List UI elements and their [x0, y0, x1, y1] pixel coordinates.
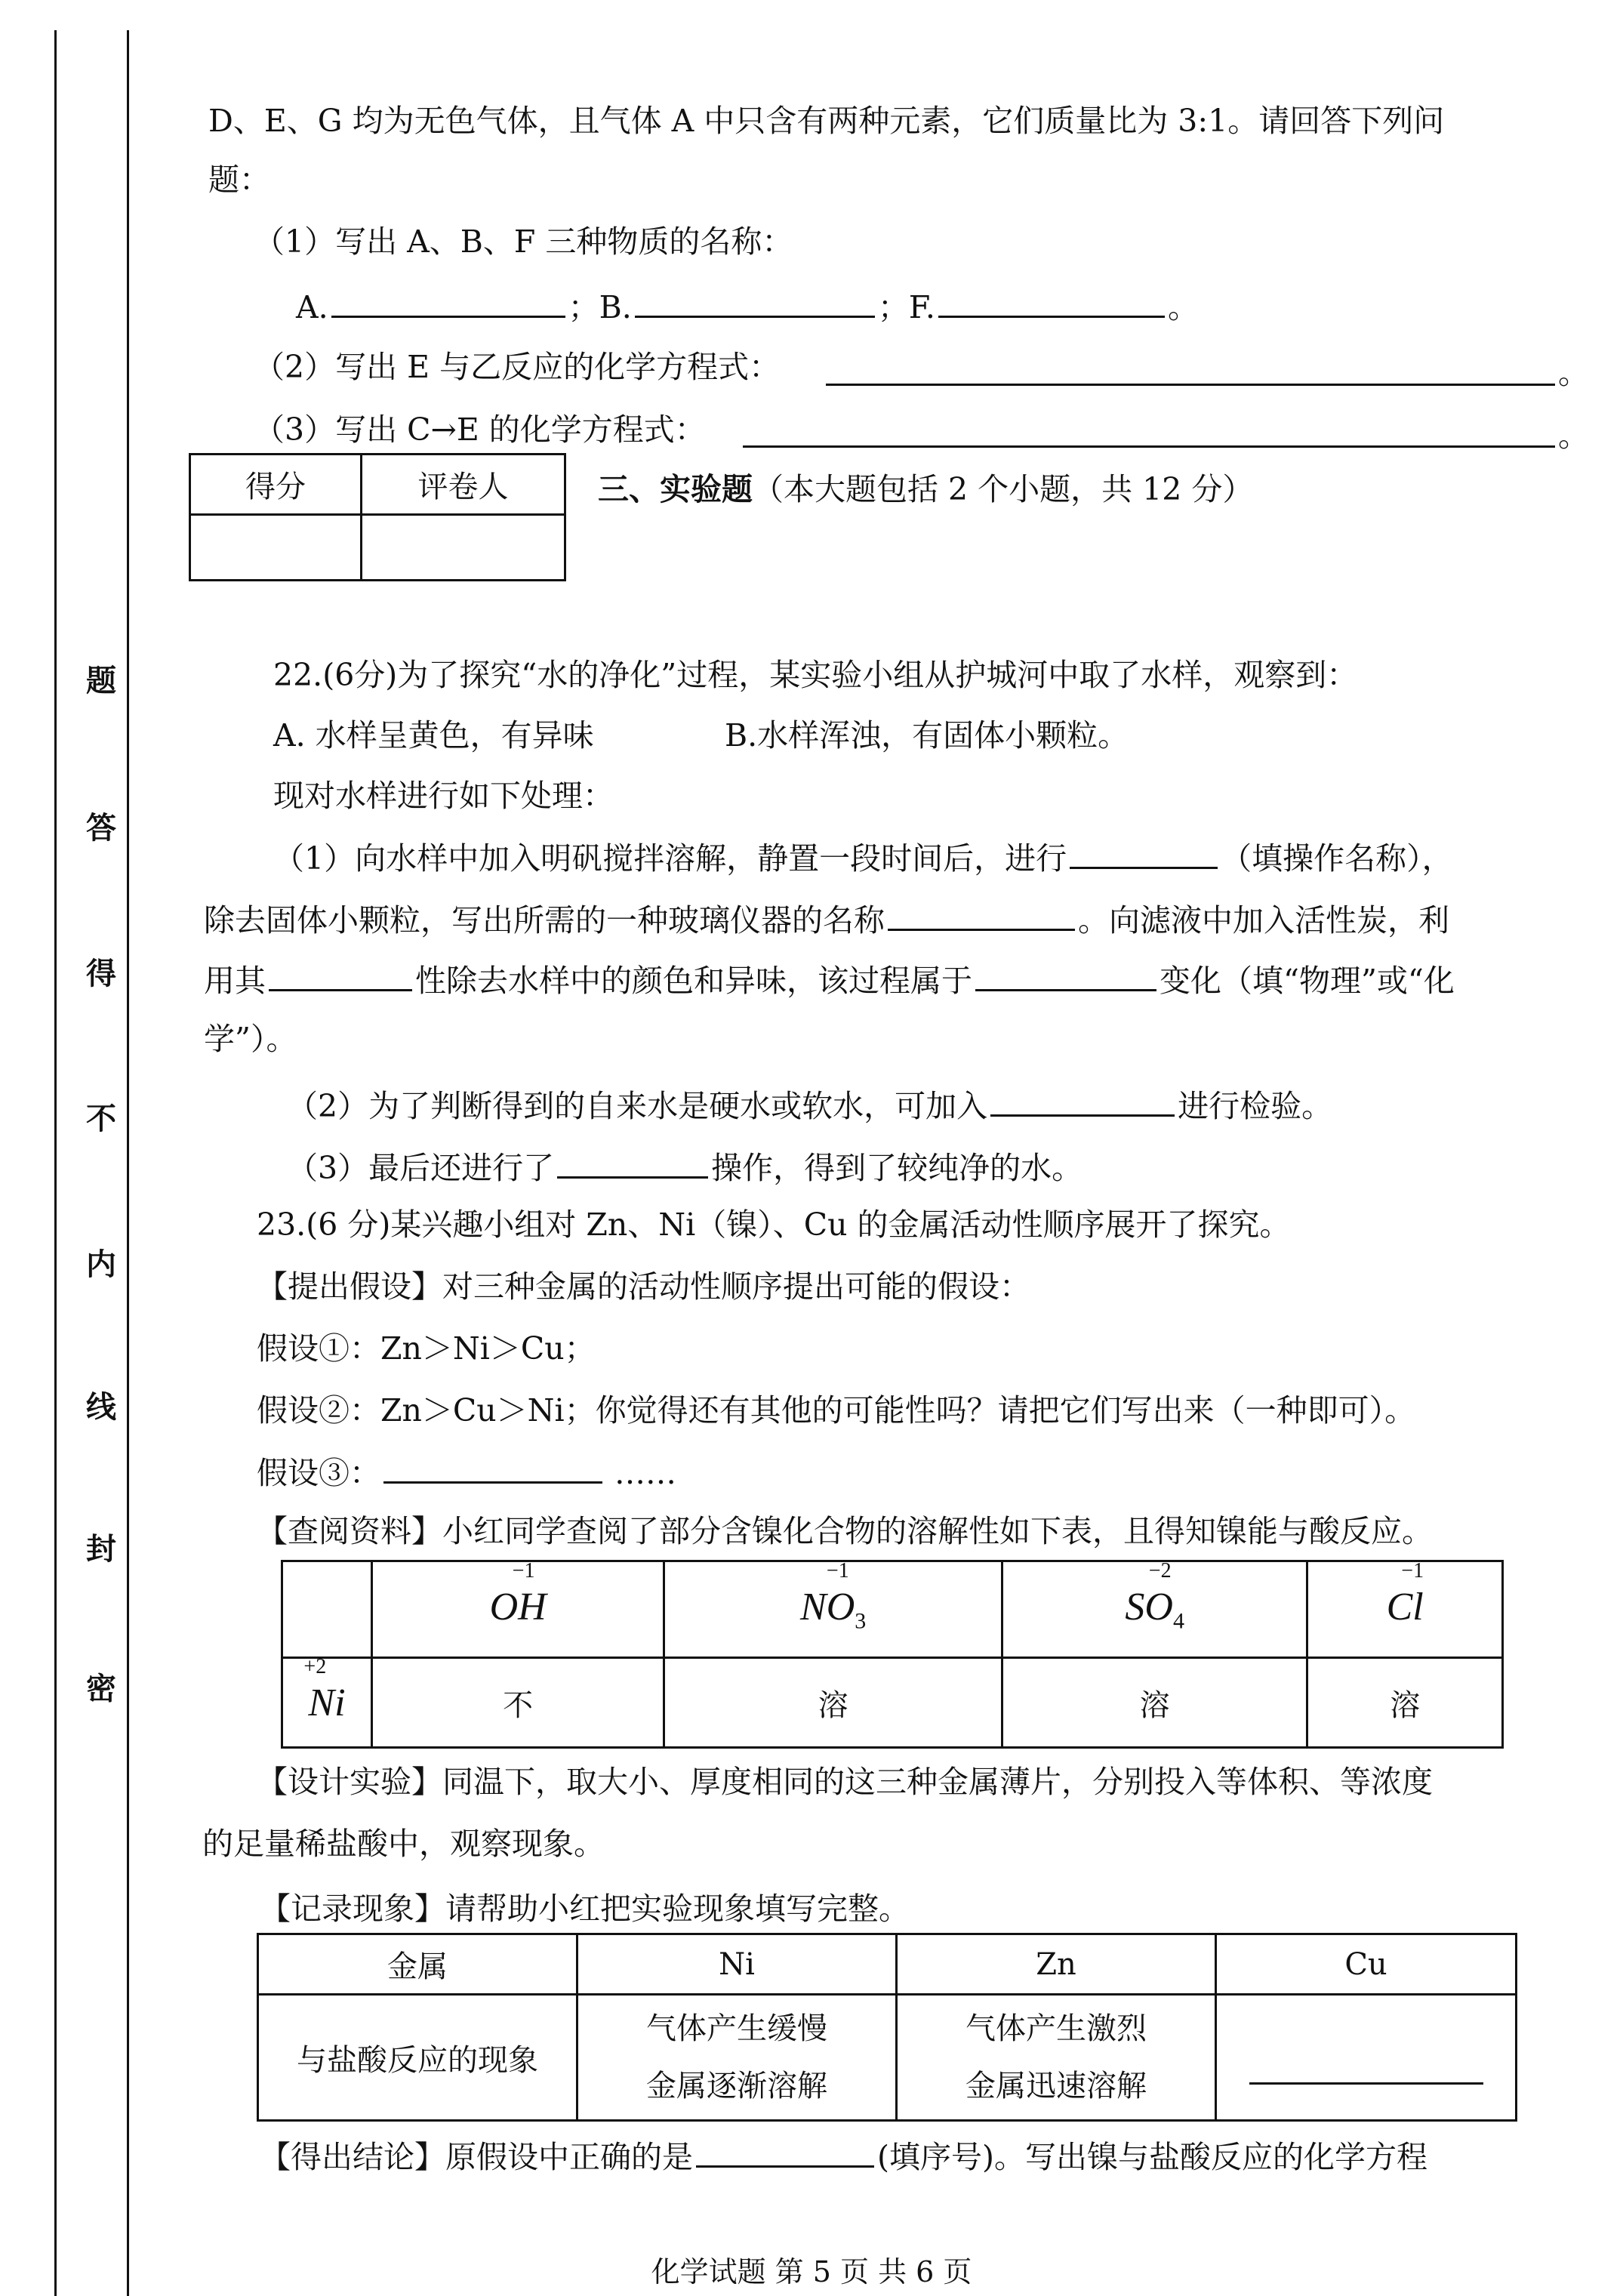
- answer-line-q21-2[interactable]: [826, 384, 1555, 386]
- q21-intro-line1: D、E、G 均为无色气体，且气体 A 中只含有两种元素，它们质量比为 3:1。请回答下列问: [208, 103, 1445, 139]
- q23-hypothesis-2: 假设②：Zn＞Cu＞Ni；你觉得还有其他的可能性吗？请把它们写出来（一种即可）。: [257, 1392, 1416, 1428]
- answer-line-q21-3[interactable]: [743, 445, 1555, 448]
- answer-blank-correct-hypothesis[interactable]: [696, 2137, 874, 2168]
- q22-line3: 现对水样进行如下处理：: [273, 778, 614, 814]
- header-zn: Zn: [897, 1934, 1216, 1995]
- margin-label-char: 题: [86, 663, 116, 698]
- answer-blank-hypothesis-3[interactable]: [383, 1453, 602, 1484]
- solubility-cell: 溶: [1002, 1658, 1307, 1748]
- anion-header: [1002, 1558, 1307, 1658]
- ion-subscript: 3: [855, 1608, 867, 1634]
- end-mark: 。: [1167, 289, 1199, 325]
- ni-observation-line: 金属逐渐溶解: [646, 2069, 827, 2103]
- end-mark: 。: [1558, 418, 1589, 454]
- ion-subscript: 4: [1172, 1608, 1184, 1634]
- text: （3）最后还进行了: [287, 1150, 555, 1186]
- section3-note: （本大题包括 2 个小题，共 12 分）: [753, 471, 1254, 507]
- score-header: 得分: [190, 455, 362, 515]
- score-cell[interactable]: [190, 515, 362, 581]
- text: ……: [614, 1455, 676, 1491]
- answer-blank-f[interactable]: [938, 287, 1165, 318]
- q23-hypothesis-3: [257, 1453, 676, 1492]
- margin-label-char: 得: [86, 956, 116, 991]
- anion-header: [372, 1558, 664, 1658]
- header-cu: Cu: [1216, 1934, 1517, 1995]
- cu-observation-cell[interactable]: [1216, 1995, 1517, 2121]
- header-metal: 金属: [258, 1934, 577, 1995]
- row-label: 与盐酸反应的现象: [258, 1995, 577, 2121]
- answer-blank-glassware[interactable]: [888, 900, 1075, 931]
- text: 进行检验。: [1178, 1088, 1333, 1124]
- q22-part1-line2: [204, 900, 1449, 939]
- zn-observation: [897, 1995, 1216, 2121]
- anion-header: [1307, 1558, 1503, 1658]
- q23-design-line1: 【设计实验】同温下，取大小、厚度相同的这三种金属薄片，分别投入等体积、等浓度: [257, 1764, 1433, 1800]
- q23-reference: 【查阅资料】小红同学查阅了部分含镍化合物的溶解性如下表，且得知镍能与酸反应。: [257, 1513, 1433, 1549]
- text: 。向滤液中加入活性炭，利: [1078, 902, 1449, 938]
- observation-table: [257, 1933, 1517, 2122]
- charge: −2: [1148, 1558, 1172, 1583]
- page-footer: 化学试题 第 5 页 共 6 页: [651, 2255, 972, 2288]
- margin-label-char: 答: [86, 810, 116, 846]
- section3-heading: [598, 471, 1253, 508]
- answer-blank-reagent[interactable]: [990, 1086, 1175, 1117]
- anion-header: [664, 1558, 1002, 1658]
- answer-blank-operation[interactable]: [1070, 838, 1218, 869]
- ni-observation-line: 气体产生缓慢: [646, 2011, 827, 2046]
- solubility-table: [281, 1560, 1504, 1749]
- charge: −1: [512, 1558, 535, 1583]
- q21-part1: （1）写出 A、B、F 三种物质的名称：: [254, 223, 793, 260]
- corner-cell: [282, 1561, 372, 1658]
- margin-label-char: 密: [86, 1671, 116, 1706]
- grader-header: 评卷人: [362, 455, 565, 515]
- ion-symbol: SO: [1125, 1585, 1173, 1629]
- q21-intro-line2: 题：: [208, 162, 270, 198]
- q21-part3: （3）写出 C→E 的化学方程式：: [254, 411, 706, 448]
- text: （2）为了判断得到的自来水是硬水或软水，可加入: [287, 1088, 988, 1124]
- answer-blank-final-operation[interactable]: [557, 1148, 708, 1179]
- solubility-cell: 溶: [664, 1658, 1002, 1748]
- ion-symbol: Cl: [1386, 1585, 1424, 1629]
- q23-line1: 23.(6 分)某兴趣小组对 Zn、Ni（镍）、Cu 的金属活动性顺序展开了探究。: [257, 1207, 1291, 1243]
- q23-hypothesis-1: 假设①：Zn＞Ni＞Cu；: [257, 1330, 596, 1367]
- label-a: A.: [296, 289, 328, 325]
- q23-record: 【记录现象】请帮助小红把实验现象填写完整。: [260, 1891, 910, 1927]
- q23-hypothesis-title: 【提出假设】对三种金属的活动性顺序提出可能的假设：: [257, 1268, 1030, 1305]
- grader-cell[interactable]: [362, 515, 565, 581]
- text: 假设③：: [257, 1455, 380, 1491]
- text: 性除去水样中的颜色和异味，该过程属于: [415, 963, 972, 999]
- zn-observation-line: 金属迅速溶解: [965, 2069, 1147, 2103]
- text: 用其: [204, 963, 266, 999]
- text: 【得出结论】原假设中正确的是: [260, 2139, 693, 2175]
- charge: −1: [826, 1558, 849, 1583]
- q21-part2: （2）写出 E 与乙反应的化学方程式：: [254, 349, 781, 385]
- text: 变化（填“物理”或“化: [1160, 963, 1455, 999]
- charge: −1: [1401, 1558, 1424, 1583]
- zn-observation-line: 气体产生激烈: [965, 2011, 1147, 2046]
- text: (填序号)。写出镍与盐酸反应的化学方程: [877, 2139, 1427, 2175]
- answer-blank-a[interactable]: [331, 287, 565, 318]
- score-box: [189, 453, 566, 581]
- ion-symbol: Ni: [308, 1681, 346, 1724]
- margin-label-char: 内: [86, 1247, 116, 1282]
- binding-line-outer: [54, 30, 57, 2296]
- text: （填操作名称），: [1221, 840, 1453, 877]
- text: 操作，得到了较纯净的水。: [711, 1150, 1083, 1186]
- margin-label-char: 线: [86, 1389, 116, 1425]
- label-f: ；F.: [877, 289, 935, 325]
- q22-part3: [287, 1148, 1083, 1187]
- header-ni: Ni: [577, 1934, 897, 1995]
- q22-obs-b: B.水样浑浊，有固体小颗粒。: [725, 717, 1129, 754]
- cation-cell: [282, 1654, 372, 1748]
- label-b: ；B.: [568, 289, 632, 325]
- q22-line1: 22.(6分)为了探究“水的净化”过程，某实验小组从护城河中取了水样，观察到：: [273, 657, 1358, 693]
- q23-conclusion: [260, 2137, 1427, 2176]
- answer-blank-cu[interactable]: [1249, 2054, 1483, 2085]
- q21-names-line: [296, 287, 1199, 326]
- section3-title: 三、实验题: [598, 471, 753, 507]
- margin-label-char: 封: [86, 1531, 116, 1567]
- ion-symbol: NO: [800, 1585, 855, 1629]
- solubility-cell: 不: [372, 1658, 664, 1748]
- q22-obs-a: A. 水样呈黄色，有异味: [273, 717, 594, 754]
- q22-part1-line3: [204, 960, 1455, 1000]
- answer-blank-b[interactable]: [635, 287, 875, 318]
- q22-part1-line1: [273, 838, 1453, 877]
- q22-part2: [287, 1086, 1332, 1125]
- margin-label-char: 不: [86, 1101, 116, 1136]
- ion-symbol: OH: [489, 1585, 547, 1629]
- q23-design-line2: 的足量稀盐酸中，观察现象。: [202, 1826, 605, 1862]
- answer-blank-change-type[interactable]: [975, 960, 1156, 991]
- end-mark: 。: [1558, 355, 1589, 391]
- answer-blank-property[interactable]: [269, 960, 412, 991]
- text: （1）向水样中加入明矾搅拌溶解，静置一段时间后，进行: [273, 840, 1067, 877]
- q22-part1-line4: 学”）。: [204, 1021, 297, 1057]
- solubility-cell: 溶: [1307, 1658, 1503, 1748]
- charge: +2: [303, 1654, 327, 1678]
- binding-line-inner: [127, 30, 129, 2296]
- text: 除去固体小颗粒，写出所需的一种玻璃仪器的名称: [204, 902, 885, 938]
- ni-observation: [577, 1995, 897, 2121]
